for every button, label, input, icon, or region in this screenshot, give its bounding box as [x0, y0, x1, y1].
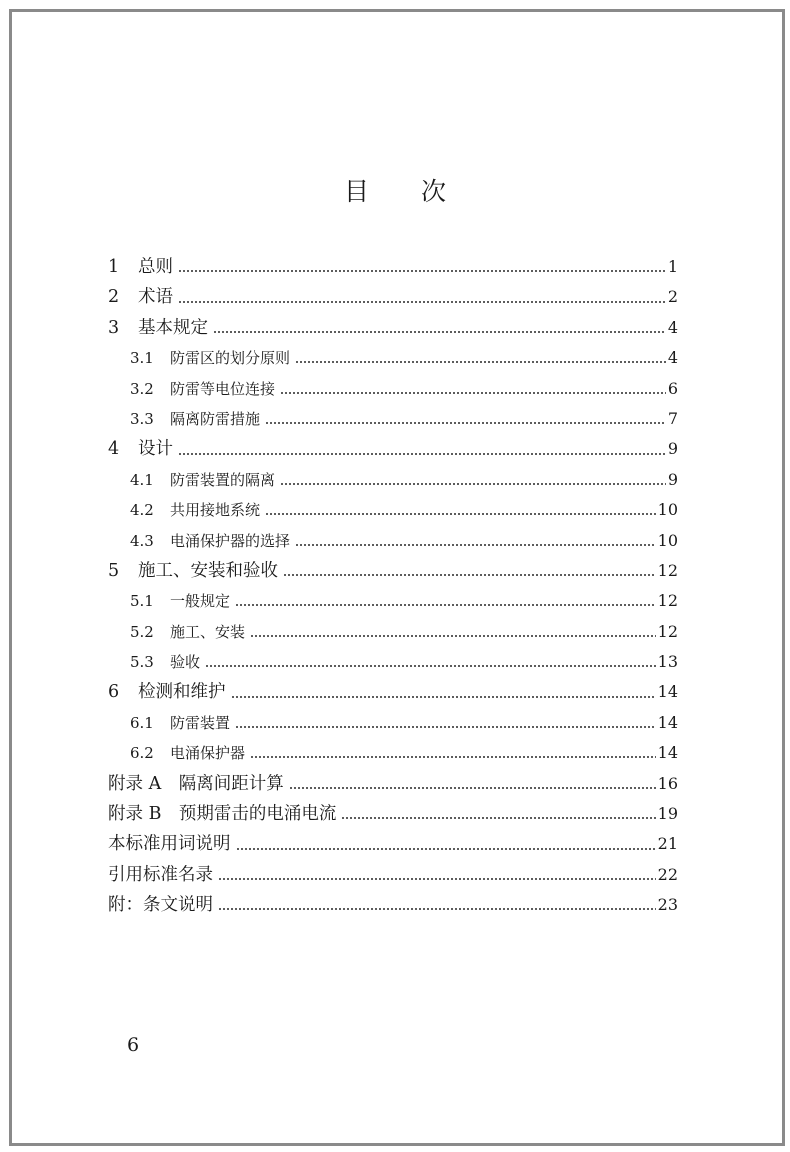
- toc-entry-page: 14: [657, 712, 678, 732]
- toc-entry-title: 防雷等电位连接: [170, 379, 276, 398]
- toc-entry-title: 共用接地系统: [170, 501, 261, 520]
- toc-entry-title: 施工、安装和验收: [138, 560, 278, 581]
- dot-leader: [235, 604, 656, 606]
- dot-leader: [213, 331, 666, 333]
- toc-entry-page: 4: [667, 348, 678, 368]
- toc-entry-page: 9: [667, 439, 678, 459]
- toc-entry-page: 2: [667, 287, 678, 307]
- toc-entry-title: 附录 A 隔离间距计算: [108, 773, 284, 794]
- toc-entry-title: 附录 B 预期雷击的电涌电流: [108, 804, 337, 825]
- dot-leader: [289, 787, 656, 789]
- toc-entry[interactable]: [108, 343, 678, 373]
- dot-leader: [265, 513, 656, 515]
- dot-leader: [236, 848, 656, 850]
- dot-leader: [218, 908, 656, 910]
- toc-entry[interactable]: [108, 313, 678, 343]
- toc-entry-number: 5.1: [130, 592, 154, 611]
- toc-entry-page: 21: [657, 834, 678, 854]
- toc-entry[interactable]: [108, 738, 678, 768]
- toc-entry-page: 10: [657, 530, 678, 550]
- toc-entry[interactable]: [108, 677, 678, 707]
- toc-entry-page: 14: [657, 682, 678, 702]
- page-number: 6: [127, 1034, 140, 1056]
- toc-entry-number: 3.3: [130, 409, 154, 428]
- toc-entry-number: 1: [108, 257, 120, 277]
- dot-leader: [280, 392, 666, 394]
- toc-entry-title: 验收: [170, 653, 201, 672]
- toc-entry-number: 3.2: [130, 379, 154, 398]
- toc-entry-number: 5.3: [130, 653, 154, 672]
- toc-entry-number: 3.1: [130, 349, 154, 368]
- toc-entry-page: 10: [657, 500, 678, 520]
- toc-entry-page: 9: [667, 469, 678, 489]
- dot-leader: [283, 574, 656, 576]
- toc-entry-title: 术语: [138, 287, 173, 308]
- dot-leader: [178, 453, 666, 455]
- dot-leader: [178, 301, 666, 303]
- toc-entry-title: 引用标准名录: [108, 864, 213, 885]
- toc-entry-page: 4: [667, 317, 678, 337]
- dot-leader: [231, 696, 656, 698]
- toc-entry-page: 13: [657, 652, 678, 672]
- toc-entry-number: 2: [108, 287, 120, 308]
- toc-entry[interactable]: [108, 434, 678, 464]
- toc-entry[interactable]: [108, 374, 678, 404]
- toc-entry[interactable]: [108, 890, 678, 920]
- dot-leader: [295, 544, 656, 546]
- toc-entry-title: 防雷装置的隔离: [170, 470, 276, 489]
- dot-leader: [205, 665, 656, 667]
- toc-entry-page: 19: [657, 804, 678, 824]
- toc-entry[interactable]: [108, 647, 678, 677]
- toc-entry[interactable]: [108, 799, 678, 829]
- toc-entry[interactable]: [108, 829, 678, 859]
- toc-entry-number: 4.1: [130, 470, 154, 489]
- toc-entry[interactable]: [108, 556, 678, 586]
- title-char-right: 次: [421, 177, 447, 206]
- toc-entry[interactable]: [108, 252, 678, 282]
- toc-entry-title: 隔离防雷措施: [170, 409, 261, 428]
- dot-leader: [218, 878, 656, 880]
- toc-entry-title: 防雷区的划分原则: [170, 349, 291, 368]
- dot-leader: [295, 361, 666, 363]
- toc-entry-title: 检测和维护: [138, 682, 226, 703]
- toc-entry-number: 4.2: [130, 501, 154, 520]
- table-of-contents: [108, 252, 678, 921]
- toc-entry[interactable]: [108, 769, 678, 799]
- dot-leader: [265, 422, 666, 424]
- toc-entry-title: 总则: [138, 257, 173, 277]
- toc-entry-number: 6.2: [130, 744, 154, 763]
- toc-entry-number: 6.1: [130, 713, 154, 732]
- toc-entry[interactable]: [108, 617, 678, 647]
- toc-entry-title: 附：条文说明: [108, 895, 213, 916]
- title-char-left: 目: [343, 177, 369, 206]
- toc-entry-number: 4: [108, 439, 120, 460]
- toc-entry-page: 12: [657, 591, 678, 611]
- toc-entry-title: 施工、安装: [170, 622, 246, 641]
- toc-entry[interactable]: [108, 465, 678, 495]
- toc-entry[interactable]: [108, 404, 678, 434]
- toc-entry-page: 6: [667, 378, 678, 398]
- toc-entry-page: 12: [657, 621, 678, 641]
- toc-entry-page: 1: [667, 257, 678, 276]
- dot-leader: [250, 635, 656, 637]
- toc-entry-number: 4.3: [130, 531, 154, 550]
- dot-leader: [250, 756, 656, 758]
- toc-entry[interactable]: [108, 526, 678, 556]
- toc-entry[interactable]: [108, 708, 678, 738]
- toc-entry-page: 12: [657, 560, 678, 580]
- dot-leader: [235, 726, 656, 728]
- toc-entry-page: 23: [657, 895, 678, 915]
- toc-entry-title: 设计: [138, 439, 173, 460]
- toc-entry-number: 6: [108, 682, 120, 703]
- toc-entry-title: 一般规定: [170, 592, 231, 611]
- toc-entry-number: 3: [108, 317, 120, 338]
- toc-entry-title: 电涌保护器的选择: [170, 531, 291, 550]
- toc-entry-title: 本标准用词说明: [108, 834, 231, 855]
- toc-entry[interactable]: [108, 282, 678, 312]
- toc-entry-page: 14: [657, 743, 678, 763]
- toc-entry-title: 基本规定: [138, 317, 208, 338]
- toc-entry-page: 22: [657, 864, 678, 884]
- page-title: [0, 174, 790, 210]
- toc-entry[interactable]: [108, 860, 678, 890]
- toc-entry-title: 电涌保护器: [170, 744, 246, 763]
- toc-entry-page: 16: [657, 773, 678, 793]
- dot-leader: [341, 817, 655, 819]
- toc-entry-title: 防雷装置: [170, 713, 231, 732]
- toc-entry[interactable]: [108, 586, 678, 616]
- toc-entry-number: 5.2: [130, 622, 154, 641]
- dot-leader: [280, 483, 666, 485]
- toc-entry-number: 5: [108, 560, 120, 581]
- toc-entry[interactable]: [108, 495, 678, 525]
- toc-entry-page: 7: [667, 408, 678, 428]
- dot-leader: [178, 270, 666, 272]
